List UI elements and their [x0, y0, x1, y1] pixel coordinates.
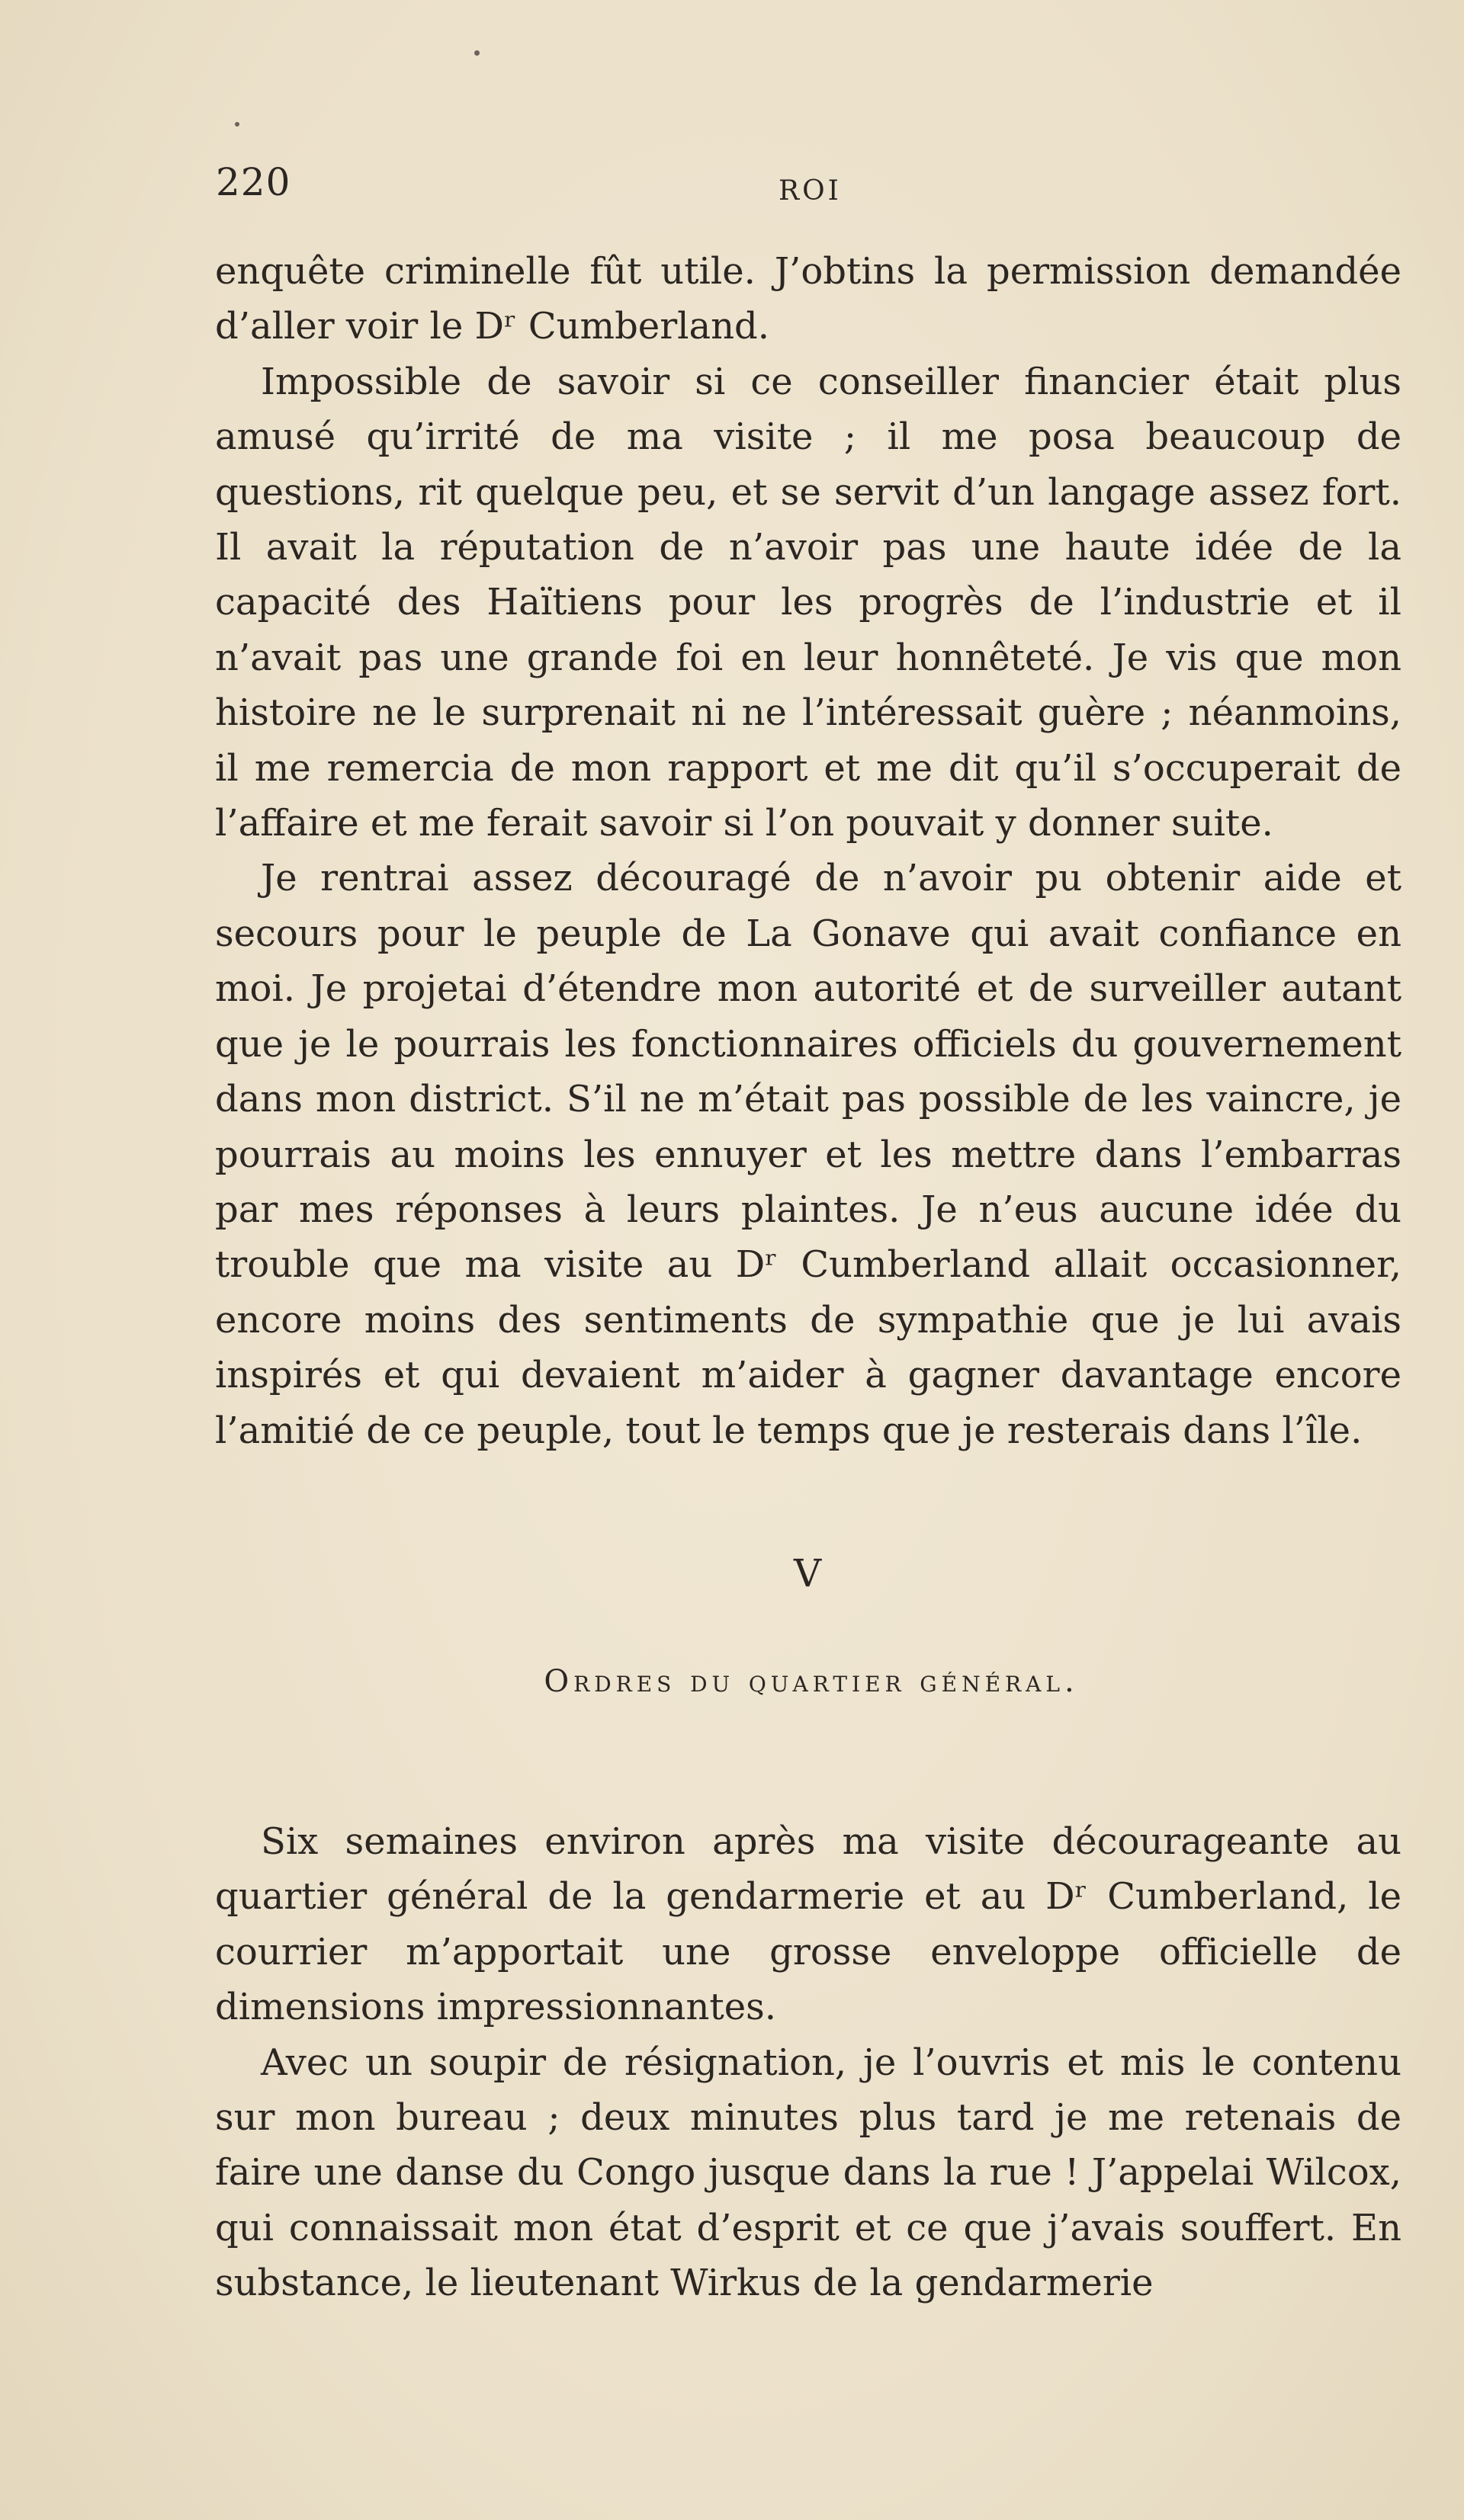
paper-speck [235, 122, 239, 127]
running-title: ROI [779, 175, 842, 207]
running-head [216, 160, 1405, 221]
chapter-number: V [793, 1551, 824, 1595]
page-number: 220 [216, 160, 291, 204]
paragraph-3: Je rentrai assez découragé de n’avoir pu obtenir aide et secours pour le peuple de La Gonave qui avait confiance en moi. Je projetai d’étendre mon autorité et de surveiller autant que je le pourrais les fonctionnaires officiels du gouvernement dans mon district. S’il ne m’était pas possible de les vaincre, je pourrais au moins les ennuyer et les mettre dans l’embarras par mes réponses à leurs plaintes. Je n’eus aucune idée du trouble que ma visite au Dʳ Cumberland allait occasionner, encore moins des sentiments de sympathie que je lui avais inspirés et qui devaient m’aider à gagner davantage encore l’amitié de ce peuple, tout le temps que je resterais dans l’île. [215, 857, 1401, 1452]
paragraph-5: Avec un soupir de résignation, je l’ouvris et mis le contenu sur mon bureau ; deux minutes plus tard je me retenais de faire une danse du Congo jusque dans la rue ! J’appelai Wilcox, qui connaissait mon état d’esprit et ce que j’avais souffert. En substance, le lieutenant Wirkus de la gendarmerie [215, 2041, 1401, 2305]
body-text-after [215, 1814, 1401, 2311]
paper-speck [474, 50, 480, 56]
chapter-title: Ordres du quartier général. [544, 1664, 1079, 1699]
body-text-before [215, 244, 1401, 1458]
paragraph-4: Six semaines environ après ma visite décourageante au quartier général de la gendarmerie et au Dʳ Cumberland, le courrier m’apportait une grosse enveloppe officielle de dimensions impressionnantes. [215, 1820, 1401, 2029]
paragraph-1: enquête criminelle fût utile. J’obtins la permission demandée d’aller voir le Dʳ Cumberland. [215, 250, 1401, 348]
paragraph-2: Impossible de savoir si ce conseiller financier était plus amusé qu’irrité de ma visite ; il me posa beaucoup de questions, rit quelque peu, et se servit d’un langage assez fort. Il avait la réputation de n’avoir pas une haute idée de la capacité des Haïtiens pour les progrès de l’industrie et il n’avait pas une grande foi en leur honnêteté. Je vis que mon histoire ne le surprenait ni ne l’intéressait guère ; néanmoins, il me remercia de mon rapport et me dit qu’il s’occuperait de l’affaire et me ferait savoir si l’on pouvait y donner suite. [215, 360, 1401, 845]
